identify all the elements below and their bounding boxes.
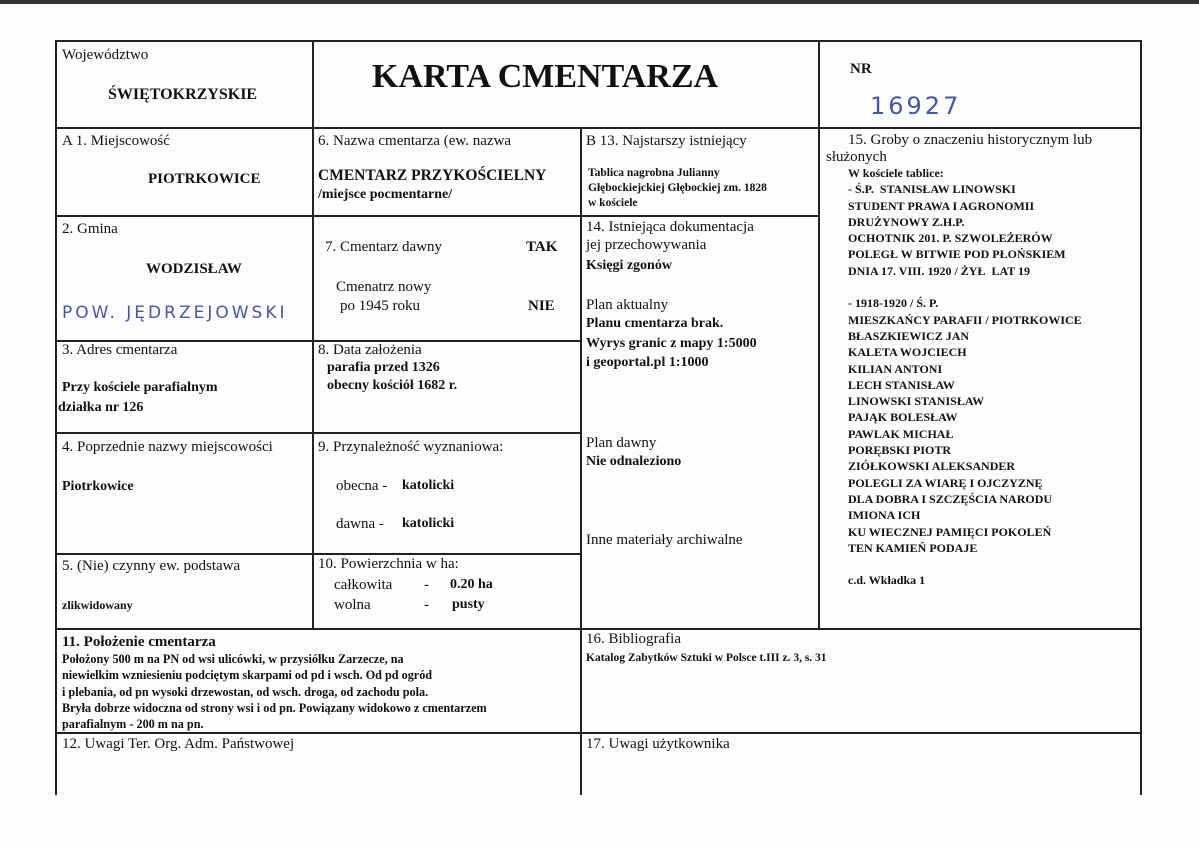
area-total-label: całkowita [334,577,393,593]
field-14-value: Księgi zgonów [586,258,672,273]
field-7-label: 7. Cmentarz dawny [325,239,443,255]
field-7-value: TAK [526,239,558,255]
field-13-label: B 13. Najstarszy istniejący [586,133,747,149]
field-14-label: 14. Istniejąca dokumentacja [586,219,754,235]
field-6-label: 6. Nazwa cmentarza (ew. nazwa [318,133,512,149]
field-15-label: 15. Groby o znaczeniu historycznym lub [848,132,1093,148]
field-2-value: WODZISŁAW [146,261,242,277]
region-value: ŚWIĘTOKRZYSKIE [108,86,258,103]
field-7-new-value: NIE [528,298,555,314]
area-free-value: pusty [452,597,485,612]
field-1-value: PIOTRKOWICE [148,171,261,187]
nr-handwritten: 16927 [870,92,962,120]
grid-line [1140,40,1142,795]
field-11-label: 11. Położenie cmentarza [62,634,216,650]
field-1-label: A 1. Miejscowość [62,133,170,149]
plan-old-label: Plan dawny [586,435,657,451]
plan-current-line: Planu cmentarza brak. [586,316,724,331]
field-16-label: 16. Bibliografia [586,631,681,647]
field-5-value: zlikwidowany [62,598,133,612]
field-16-value: Katalog Zabytków Sztuki w Polsce t.III z. 3, s. 31 [586,652,827,664]
field-3-value: Przy kościele parafialnym [62,380,218,395]
area-free-sep: - [424,597,429,613]
field-15-text: W kościele tablice: - Ś.P. STANISŁAW LINOWSKI STUDENT PRAWA I AGRONOMII DRUŻYNOWY Z.H.P. OCHOTNIK 201. P. SZWOLEŻERÓW POLEGŁ W BITWIE POD PŁOŃSKIEM DNIA 17. VIII. 1920 / ŻYŁ LAT 19 - 1918-1920 / Ś. P. MIESZKAŃCY PARAFII / PIOTRKOWICE BŁASZKIEWICZ JAN KALETA WOJCIECH KILIAN ANTONI LECH STANISŁAW LINOWSKI STANISŁAW PAJĄK BOLESŁAW PAWLAK MICHAŁ PORĘBSKI PIOTR ZIÓŁKOWSKI ALEKSANDER POLEGLI ZA WIARĘ I OJCZYZNĘ DLA DOBRA I SZCZĘŚCIA NARODU IMIONA ICH KU WIECZNEJ PAMIĘCI POKOLEŃ TEN KAMIEŃ PODAJE c.d. Wkładka 1 [848,166,1082,588]
field-5-label: 5. (Nie) czynny ew. podstawa [62,558,241,574]
area-free-label: wolna [334,597,371,613]
plan-current-label: Plan aktualny [586,297,669,313]
field-6-value: CMENTARZ PRZYKOŚCIELNY [318,167,547,184]
scan-edge [0,0,1199,4]
plan-current-line: Wyrys granic z mapy 1:5000 [586,336,757,351]
field-6-value-2: /miejsce pocmentarne/ [318,187,453,202]
field-4-label: 4. Poprzednie nazwy miejscowości [62,439,273,455]
field-15-label-2: służonych [826,149,887,165]
field-7-new-label: Cmenatrz nowy [336,279,432,295]
grid-line [55,40,1141,42]
nr-label: NR [850,61,872,77]
plan-old-value: Nie odnaleziono [586,454,682,469]
grid-line [818,40,820,628]
handwritten-county: POW. JĘDRZEJOWSKI [62,303,288,323]
field-14-label-2: jej przechowywania [586,237,707,253]
other-materials-label: Inne materiały archiwalne [586,532,743,548]
field-4-value: Piotrkowice [62,479,134,494]
grid-line [55,432,581,434]
area-total-value: 0.20 ha [450,577,493,592]
field-7-new-label-2: po 1945 roku [340,298,420,314]
field-10-label: 10. Powierzchnia w ha: [318,556,459,572]
field-13-line: Tablica nagrobna Julianny [588,167,720,179]
grid-line [55,127,1141,129]
grid-line [312,40,314,628]
field-9-label: 9. Przynależność wyznaniowa: [318,439,504,455]
grid-line [580,215,818,217]
field-2-label: 2. Gmina [62,221,118,237]
region-label: Województwo [62,47,149,63]
page-title: KARTA CMENTARZA [372,58,719,95]
field-9-old-label: dawna - [336,516,384,532]
field-13-line: Głębockiejckiej Głębockiej zm. 1828 [588,182,767,194]
field-13-line: w kościele [588,197,638,209]
field-12-label: 12. Uwagi Ter. Org. Adm. Państwowej [62,736,295,752]
field-9-current-value: katolicki [402,478,455,493]
field-17-label: 17. Uwagi użytkownika [586,736,730,752]
field-11-text: Położony 500 m na PN od wsi ulicówki, w przysiółku Zarzecze, na niewielkim wzniesieniu podciętym skarpami od pd i wsch. Od pd ogród i plebania, od pn wysoki drzewostan, od wsch. droga, od zachodu pola. Bryła dobrze widoczna od strony wsi i od pn. Powiązany widokowo z cmentarzem parafialnym - 200 m na pn. [62,652,487,732]
plan-current-line: i geoportal.pl 1:1000 [586,355,709,370]
field-8-label: 8. Data założenia [318,342,422,358]
grid-line [580,127,582,795]
field-9-old-value: katolicki [402,516,455,531]
field-8-value: parafia przed 1326 [327,360,440,375]
area-total-sep: - [424,577,429,593]
grid-line [55,40,57,795]
grid-line [55,215,581,217]
field-9-current-label: obecna - [336,478,388,494]
field-8-value-2: obecny kościół 1682 r. [327,378,458,393]
field-3-label: 3. Adres cmentarza [62,342,178,358]
field-3-value-2: działka nr 126 [58,400,144,415]
